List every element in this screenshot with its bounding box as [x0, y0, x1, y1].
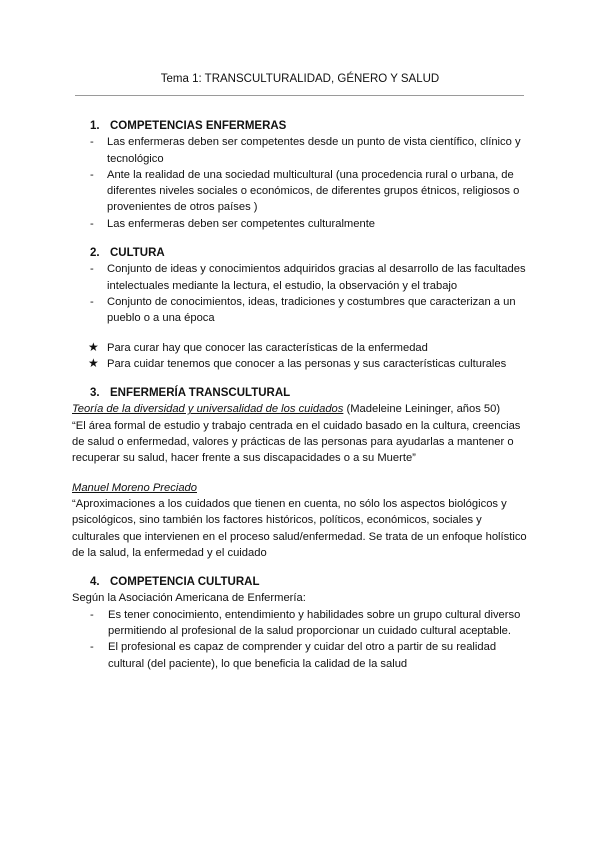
list-item: - El profesional es capaz de comprender y cuidar del otro a partir de su realidad cultural (del paciente), lo que beneficia la calidad de la salud	[90, 641, 497, 670]
section-heading-competencia-cultural	[72, 574, 532, 590]
section-title: CULTURA	[110, 247, 165, 260]
section-heading-competencias	[72, 118, 532, 134]
list-item: - Ante la realidad de una sociedad multicultural (una procedencia rural o urbana, de diferentes niveles sociales o económicos, de diferentes grupos étnicos, religiosos o provenientes de otros países )	[90, 168, 520, 214]
document-header: Tema 1: TRANSCULTURALIDAD, GÉNERO Y SALUD	[160, 73, 440, 85]
quote-moreno: “Aproximaciones a los cuidados que tienen en cuenta, no sólo los aspectos biológicos y psicológicos, sino también los factores históricos, políticos, económicos, sociales y culturales que intervienen en el proceso salud/enfermedad. Se trata de un enfoque holístico de la salud, la enfermedad y el cuidado	[72, 497, 527, 559]
section-title: COMPETENCIA CULTURAL	[110, 576, 260, 589]
section-number: 2.	[90, 247, 100, 260]
star-item: ★ Para cuidar tenemos que conocer a las personas y sus características culturales	[88, 355, 507, 370]
section-intro: Según la Asociación Americana de Enfermería:	[72, 592, 306, 605]
star-icon: ★	[88, 339, 99, 354]
star-icon: ★	[88, 355, 99, 370]
section-number: 3.	[90, 387, 100, 400]
list-item: - Conjunto de ideas y conocimientos adquiridos gracias al desarrollo de las facultades intelectuales mediante la lectura, el estudio, la observación y el trabajo	[90, 263, 526, 292]
document-body	[72, 118, 532, 672]
section-number: 4.	[90, 576, 100, 589]
author-moreno: Manuel Moreno Preciado	[72, 481, 197, 494]
section-heading-cultura	[72, 245, 532, 261]
section-title: COMPETENCIAS ENFERMERAS	[110, 120, 287, 132]
quote-leininger: “El área formal de estudio y trabajo centrada en el cuidado basado en la cultura, creencias de salud o enfermedad, valores y prácticas de las personas para ayudarlas a mantener o recuperar su salud, hacer frente a sus discapacidades o a su Muerte”	[72, 419, 521, 465]
section-number: 1.	[90, 120, 100, 132]
list-item: - Las enfermeras deben ser competentes culturalmente	[90, 217, 376, 230]
theory-reference	[72, 401, 532, 417]
theory-author: (Madeleine Leininger, años 50)	[343, 403, 501, 416]
list-item: - Es tener conocimiento, entendimiento y habilidades sobre un grupo cultural diverso permitiendo al profesional de la salud proporcionar un cuidado cultural aceptable.	[90, 608, 521, 638]
list-item: - Conjunto de conocimientos, ideas, tradiciones y costumbres que caracterizan a un pueblo o a una época	[90, 295, 516, 325]
star-item: ★ Para curar hay que conocer las características de la enfermedad	[88, 339, 428, 354]
section-title: ENFERMERÍA TRANSCULTURAL	[110, 387, 291, 400]
theory-title: Teoría de la diversidad y universalidad de los cuidados	[72, 403, 344, 416]
header-divider	[75, 95, 524, 96]
list-item: - Las enfermeras deben ser competentes desde un punto de vista científico, clínico y tecnológico	[90, 136, 521, 165]
section-heading-enfermeria-transcultural	[72, 385, 532, 401]
